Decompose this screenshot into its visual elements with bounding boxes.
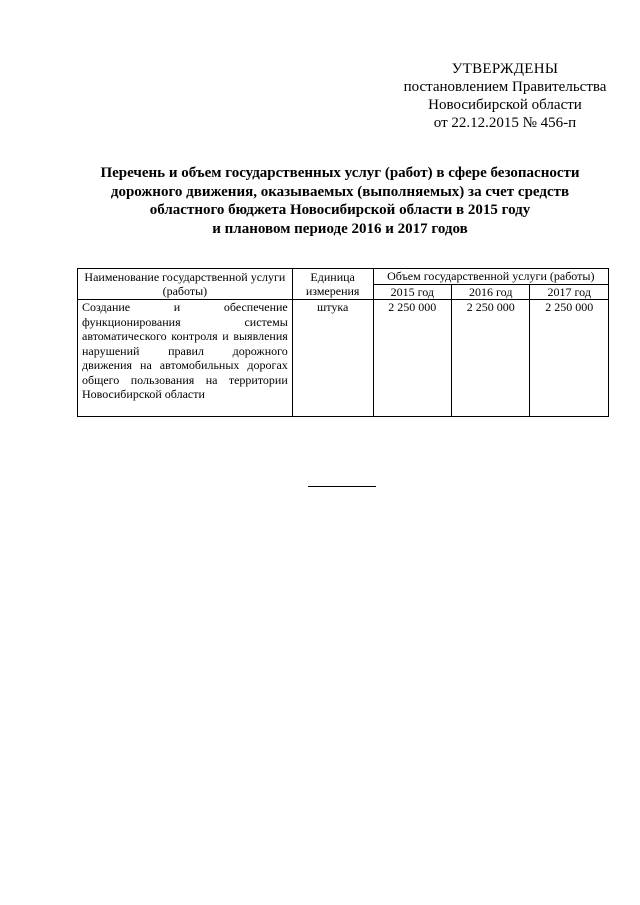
approval-stamp — [380, 60, 630, 132]
title-line-4: и плановом периоде 2016 и 2017 годов — [212, 220, 468, 237]
approval-line-1: постановлением Правительства — [403, 79, 607, 95]
header-unit: Единица измерения — [292, 269, 373, 300]
approval-heading: УТВЕРЖДЕНЫ — [451, 61, 559, 77]
table-header-row — [78, 269, 609, 285]
approval-line-2: Новосибирской области — [428, 97, 582, 113]
header-service-name: Наименование государственной услуги (работы) — [78, 269, 293, 300]
document-title — [60, 164, 620, 238]
cell-unit: штука — [292, 300, 373, 417]
cell-value-2016: 2 250 000 — [452, 300, 530, 417]
cell-value-2017: 2 250 000 — [530, 300, 609, 417]
services-table — [77, 268, 609, 417]
header-year-2015: 2015 год — [373, 284, 451, 300]
title-line-1: Перечень и объем государственных услуг (работ) в сфере безопасности — [100, 165, 580, 181]
cell-service-name: Создание и обеспечение функционирования системы автоматического контроля и выявления нарушений правил дорожного движения на автомобильных дорогах общего пользования на территории Новосибирской области — [78, 300, 293, 417]
header-volume: Объем государственной услуги (работы) — [373, 269, 608, 285]
cell-value-2015: 2 250 000 — [373, 300, 451, 417]
end-divider — [308, 486, 376, 487]
title-line-3: областного бюджета Новосибирской области в 2015 году — [149, 202, 531, 218]
table-row — [78, 300, 609, 417]
approval-line-3: от 22.12.2015 № 456-п — [433, 115, 577, 131]
header-year-2016: 2016 год — [452, 284, 530, 300]
title-line-2: дорожного движения, оказываемых (выполняемых) за счет средств — [110, 183, 570, 200]
header-year-2017: 2017 год — [530, 284, 609, 300]
